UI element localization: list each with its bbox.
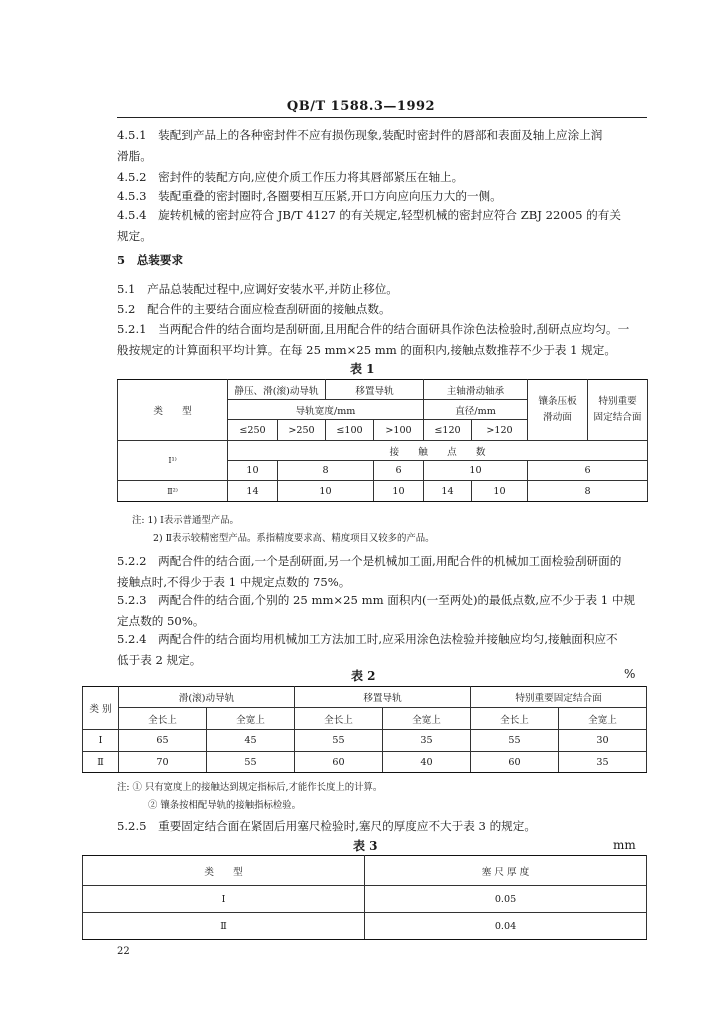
section-number: 5	[117, 253, 126, 267]
table-row	[83, 886, 647, 913]
page-number: 22	[117, 946, 130, 957]
table-1-range-cell: ≤250	[228, 420, 278, 441]
table-1-caption: 表 1	[350, 362, 375, 376]
table-1-cell: 6	[528, 461, 648, 481]
clause-text: 产品总装配过程中,应调好安装水平,并防止移位。	[147, 282, 398, 296]
table-1-row-1-label: Ⅰ¹⁾	[118, 441, 228, 481]
item-4-5-3	[117, 186, 650, 207]
table-2-caption: 表 2	[351, 669, 376, 683]
table-2-cell: 70	[119, 752, 207, 773]
clause-text-cont: 接触点时,不得少于表 1 中规定点数的 75%。	[117, 575, 351, 589]
table-1-range-cell: >100	[374, 420, 424, 441]
table-1-fixed-header: 特别重要 固定结合面	[588, 380, 648, 441]
table-1-contact-points-span: 接 触 点 数	[228, 441, 648, 461]
table-2-unit: %	[624, 667, 636, 681]
clause-text-cont: 定点数的 50%。	[117, 614, 205, 628]
clause-5-2-1	[117, 319, 650, 361]
clause-text: 重要固定结合面在紧固后用塞尺检验时,塞尺的厚度应不大于表 3 的规定。	[158, 819, 536, 833]
clause-text: 配合件的主要结合面应检查刮研面的接触点数。	[147, 302, 391, 316]
table-2-cell: 55	[471, 730, 559, 752]
clause-number: 5.1	[117, 282, 136, 296]
table-2-group-fixed: 特别重要固定结合面	[471, 687, 647, 708]
table-1-type-header: 类 型	[118, 380, 228, 441]
table-2-subheader: 全长上	[295, 708, 383, 730]
table-2-subheader: 全宽上	[383, 708, 471, 730]
table-2-cell: 60	[471, 752, 559, 773]
item-number: 4.5.2	[117, 170, 147, 184]
clause-number: 5.2.4	[117, 632, 147, 646]
section-5-heading	[117, 250, 650, 271]
item-number: 4.5.3	[117, 189, 147, 203]
clause-5-2	[117, 299, 650, 320]
table-1-cell: 6	[374, 461, 424, 481]
table-2-subheader: 全宽上	[207, 708, 295, 730]
clause-text-cont: 般按规定的计算面积平均计算。在每 25 mm×25 mm 的面积内,接触点数推荐不少于表 1 规定。	[117, 343, 616, 357]
clause-text-cont: 低于表 2 规定。	[117, 653, 202, 667]
item-text: 装配到产品上的各种密封件不应有损伤现象,装配时密封件的唇部和表面及轴上应涂上润	[158, 128, 603, 142]
table-2-cell: 60	[295, 752, 383, 773]
table-1-cell: 8	[528, 481, 648, 502]
table-3-cell: Ⅰ	[83, 886, 365, 913]
table-1-cell: 10	[472, 481, 528, 502]
table-1-note-1: 注: 1) Ⅰ表示普通型产品。	[132, 515, 239, 526]
table-2-cell: 40	[383, 752, 471, 773]
table-1-gib-header: 镶条压板 滑动面	[528, 380, 588, 441]
clause-text: 两配合件的结合面均用机械加工方法加工时,应采用涂色法检验并接触应均匀,接触面积应不	[158, 632, 618, 646]
item-text: 旋转机械的密封应符合 JB/T 4127 的有关规定,轻型机械的密封应符合 ZBJ 22005 的有关	[158, 208, 621, 222]
table-1-group-shifting: 移置导轨	[326, 380, 424, 400]
table-row	[83, 752, 647, 773]
table-1-cell: 10	[228, 461, 278, 481]
table-2-cell: 65	[119, 730, 207, 752]
clause-5-2-3	[117, 590, 650, 632]
table-2-subheader: 全宽上	[559, 708, 647, 730]
table-1-range-cell: >120	[472, 420, 528, 441]
clause-text: 两配合件的结合面,一个是刮研面,另一个是机械加工面,用配合件的机械加工面检验刮研面的	[158, 554, 622, 568]
table-3-cell: Ⅱ	[83, 913, 365, 940]
item-text: 密封件的装配方向,应使介质工作压力将其唇部紧压在轴上。	[158, 170, 464, 184]
table-1-cell: 10	[424, 461, 528, 481]
table-1-range-cell: ≤120	[424, 420, 472, 441]
table-1-diameter-subheader: 直径/mm	[424, 400, 528, 420]
table-1-group-bearing: 主轴滑动轴承	[424, 380, 528, 400]
item-text-cont: 规定。	[117, 229, 152, 243]
table-1-cell: 10	[374, 481, 424, 502]
table-2-group-shifting: 移置导轨	[295, 687, 471, 708]
table-1-cell: 14	[228, 481, 278, 502]
table-2-cell: 45	[207, 730, 295, 752]
table-1	[117, 379, 648, 502]
table-2-note-1: 注: ① 只有宽度上的接触达到规定指标后,才能作长度上的计算。	[117, 782, 383, 793]
clause-5-1	[117, 279, 650, 300]
table-2-group-guideway: 滑(滚)动导轨	[119, 687, 295, 708]
section-title: 总装要求	[136, 253, 184, 267]
clause-5-2-5	[117, 816, 650, 837]
document-header: QB/T 1588.3—1992	[286, 99, 436, 114]
table-2-subheader: 全长上	[471, 708, 559, 730]
item-number: 4.5.4	[117, 208, 147, 222]
table-2-cell: 55	[295, 730, 383, 752]
item-number: 4.5.1	[117, 128, 147, 142]
item-4-5-4	[117, 205, 650, 247]
table-1-row-2-label: Ⅱ²⁾	[118, 481, 228, 502]
clause-text: 两配合件的结合面,个别的 25 mm×25 mm 面积内(一至两处)的最低点数,应不少于表 1 中规	[158, 593, 636, 607]
table-2-cell: 30	[559, 730, 647, 752]
table-3-cell: 0.05	[365, 886, 647, 913]
table-3-type-header: 类 型	[83, 856, 365, 886]
table-2-cell: 35	[559, 752, 647, 773]
item-4-5-2	[117, 167, 650, 188]
table-2	[82, 686, 647, 773]
table-2-row-label: Ⅱ	[83, 752, 119, 773]
table-row	[83, 913, 647, 940]
table-2-note-2: ② 镶条按相配导轨的接触指标检验。	[148, 800, 301, 811]
table-2-subheader: 全长上	[119, 708, 207, 730]
clause-number: 5.2.5	[117, 819, 147, 833]
table-1-cell: 10	[278, 481, 374, 502]
table-1-note-2: 2) Ⅱ表示较精密型产品。系指精度要求高、精度项目又较多的产品。	[153, 533, 435, 544]
table-1-range-cell: ≤100	[326, 420, 374, 441]
table-2-row-label: Ⅰ	[83, 730, 119, 752]
header-rule	[117, 117, 647, 118]
table-1-range-cell: >250	[278, 420, 326, 441]
clause-text: 当两配合件的结合面均是刮研面,且用配合件的结合面研具作涂色法检验时,刮研点应均匀。一	[158, 322, 630, 336]
table-3-thickness-header: 塞 尺 厚 度	[365, 856, 647, 886]
item-4-5-1	[117, 125, 650, 167]
table-1-width-subheader: 导轨宽度/mm	[228, 400, 424, 420]
table-3-unit: mm	[613, 838, 636, 852]
table-2-category-header: 类 别	[83, 687, 119, 730]
table-1-cell: 14	[424, 481, 472, 502]
item-text: 装配重叠的密封圈时,各圈要相互压紧,开口方向应向压力大的一侧。	[158, 189, 502, 203]
table-2-cell: 55	[207, 752, 295, 773]
table-2-cell: 35	[383, 730, 471, 752]
table-3	[82, 855, 647, 940]
clause-5-2-2	[117, 551, 650, 593]
table-3-caption: 表 3	[353, 839, 378, 853]
clause-number: 5.2	[117, 302, 136, 316]
item-text-cont: 滑脂。	[117, 149, 152, 163]
table-3-cell: 0.04	[365, 913, 647, 940]
clause-number: 5.2.2	[117, 554, 147, 568]
table-1-group-guideway: 静压、滑(滚)动导轨	[228, 380, 326, 400]
table-row	[83, 730, 647, 752]
clause-5-2-4	[117, 629, 650, 671]
table-1-cell: 8	[278, 461, 374, 481]
clause-number: 5.2.3	[117, 593, 147, 607]
clause-number: 5.2.1	[117, 322, 147, 336]
